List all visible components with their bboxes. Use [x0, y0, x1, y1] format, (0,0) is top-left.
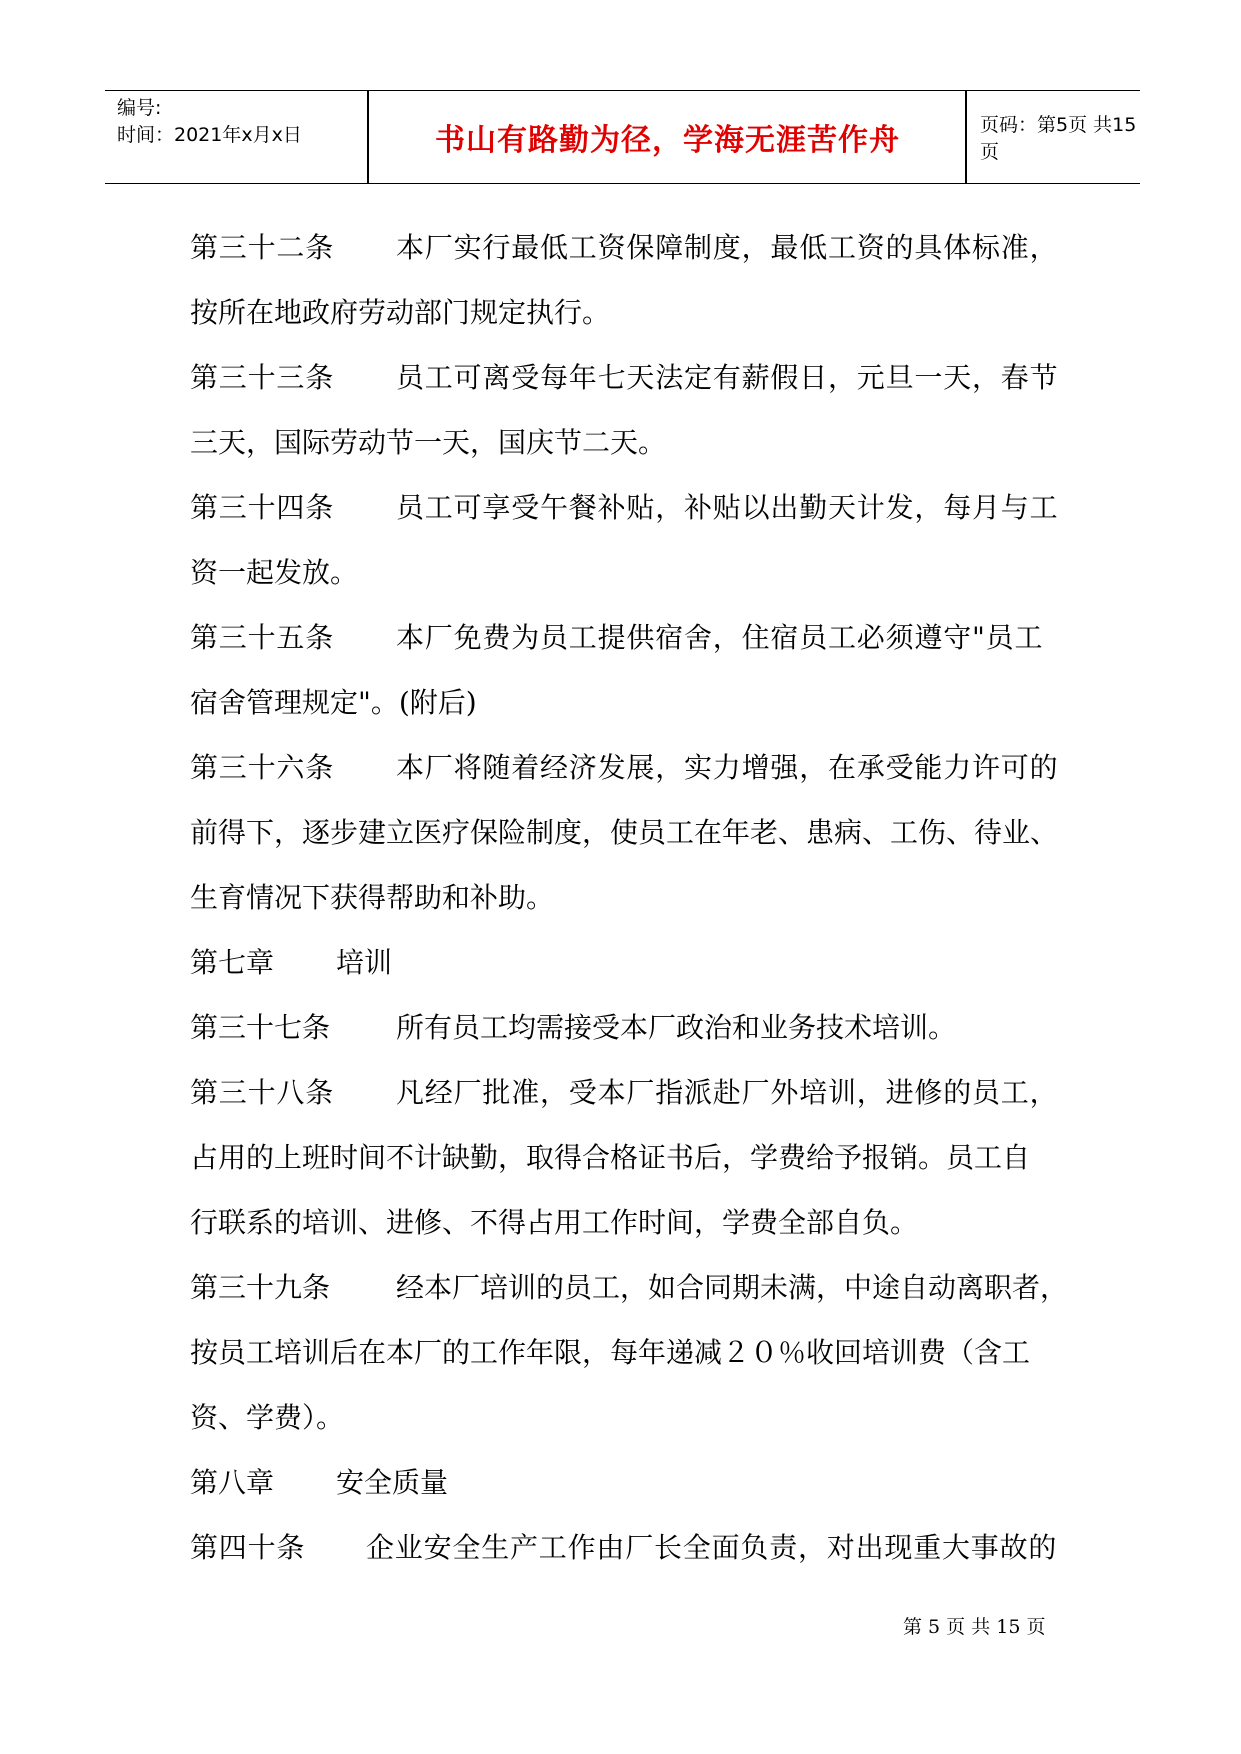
page-footer: 第 5 页 共 15 页 — [903, 1616, 1046, 1638]
article-text: 员工可享受午餐补贴，补贴以出勤天计发，每月与工 — [396, 491, 1059, 524]
header-motto: 书山有路勤为径，学海无涯苦作舟 — [435, 123, 900, 158]
chapter-heading — [190, 1450, 1070, 1515]
chapter-title: 培训 — [336, 946, 393, 979]
article-text: 生育情况下获得帮助和补助。 — [190, 881, 555, 914]
article-label: 第三十三条 — [190, 361, 335, 394]
article-line — [190, 1060, 1070, 1125]
article-text: 资、学费）。 — [190, 1401, 345, 1434]
article-text: 三天，国际劳动节一天，国庆节二天。 — [190, 426, 667, 459]
article-text: 本厂免费为员工提供宿舍，住宿员工必须遵守"员工 — [396, 621, 1044, 654]
document-body — [190, 215, 1070, 1580]
article-line — [190, 1255, 1070, 1320]
article-line — [190, 800, 1070, 865]
header-meta — [117, 95, 367, 149]
chapter-title: 安全质量 — [336, 1466, 449, 1499]
article-line — [190, 215, 1070, 280]
article-text: 本厂将随着经济发展，实力增强，在承受能力许可的 — [396, 751, 1059, 784]
article-line — [190, 1190, 1070, 1255]
article-line — [190, 865, 1070, 930]
header-divider-right — [965, 91, 967, 183]
article-text: 经本厂培训的员工，如合同期未满，中途自动离职者， — [396, 1271, 1069, 1304]
article-text: 本厂实行最低工资保障制度，最低工资的具体标准， — [396, 231, 1059, 264]
article-line — [190, 605, 1070, 670]
article-line — [190, 995, 1070, 1060]
article-line — [190, 1515, 1070, 1580]
chapter-label: 第七章 — [190, 946, 275, 979]
article-text: 前得下，逐步建立医疗保险制度，使员工在年老、患病、工伤、待业、 — [190, 816, 1059, 849]
article-line — [190, 1125, 1070, 1190]
article-text: 占用的上班时间不计缺勤，取得合格证书后，学费给予报销。员工自 — [190, 1141, 1031, 1174]
article-text: 宿舍管理规定"。(附后) — [190, 686, 477, 719]
article-line — [190, 475, 1070, 540]
article-line — [190, 410, 1070, 475]
article-line — [190, 670, 1070, 735]
header-divider-left — [367, 91, 369, 183]
document-time-label: 时间：2021年x月x日 — [117, 124, 302, 146]
article-label: 第四十条 — [190, 1531, 306, 1564]
article-label: 第三十二条 — [190, 231, 335, 264]
header-page-indicator: 页码：第5页 共15页 — [980, 114, 1137, 163]
article-label: 第三十四条 — [190, 491, 335, 524]
article-text: 行联系的培训、进修、不得占用工作时间，学费全部自负。 — [190, 1206, 919, 1239]
article-line — [190, 735, 1070, 800]
article-text: 企业安全生产工作由厂长全面负责，对出现重大事故的 — [366, 1531, 1058, 1564]
article-text: 所有员工均需接受本厂政治和业务技术培训。 — [396, 1011, 957, 1044]
chapter-label: 第八章 — [190, 1466, 275, 1499]
article-label: 第三十九条 — [190, 1271, 331, 1304]
article-text: 员工可离受每年七天法定有薪假日，元旦一天，春节 — [396, 361, 1059, 394]
page-header — [105, 90, 1140, 184]
article-label: 第三十六条 — [190, 751, 335, 784]
article-line — [190, 540, 1070, 605]
chapter-heading — [190, 930, 1070, 995]
article-line — [190, 1320, 1070, 1385]
article-text: 资一起发放。 — [190, 556, 359, 589]
article-text: 按所在地政府劳动部门规定执行。 — [190, 296, 611, 329]
article-label: 第三十八条 — [190, 1076, 335, 1109]
article-text: 凡经厂批准，受本厂指派赴厂外培训，进修的员工， — [396, 1076, 1059, 1109]
article-text: 按员工培训后在本厂的工作年限，每年递减２０％收回培训费（含工 — [190, 1336, 1031, 1369]
article-line — [190, 280, 1070, 345]
article-label: 第三十五条 — [190, 621, 335, 654]
article-label: 第三十七条 — [190, 1011, 331, 1044]
article-line — [190, 1385, 1070, 1450]
article-line — [190, 345, 1070, 410]
document-number-label: 编号: — [117, 97, 162, 119]
